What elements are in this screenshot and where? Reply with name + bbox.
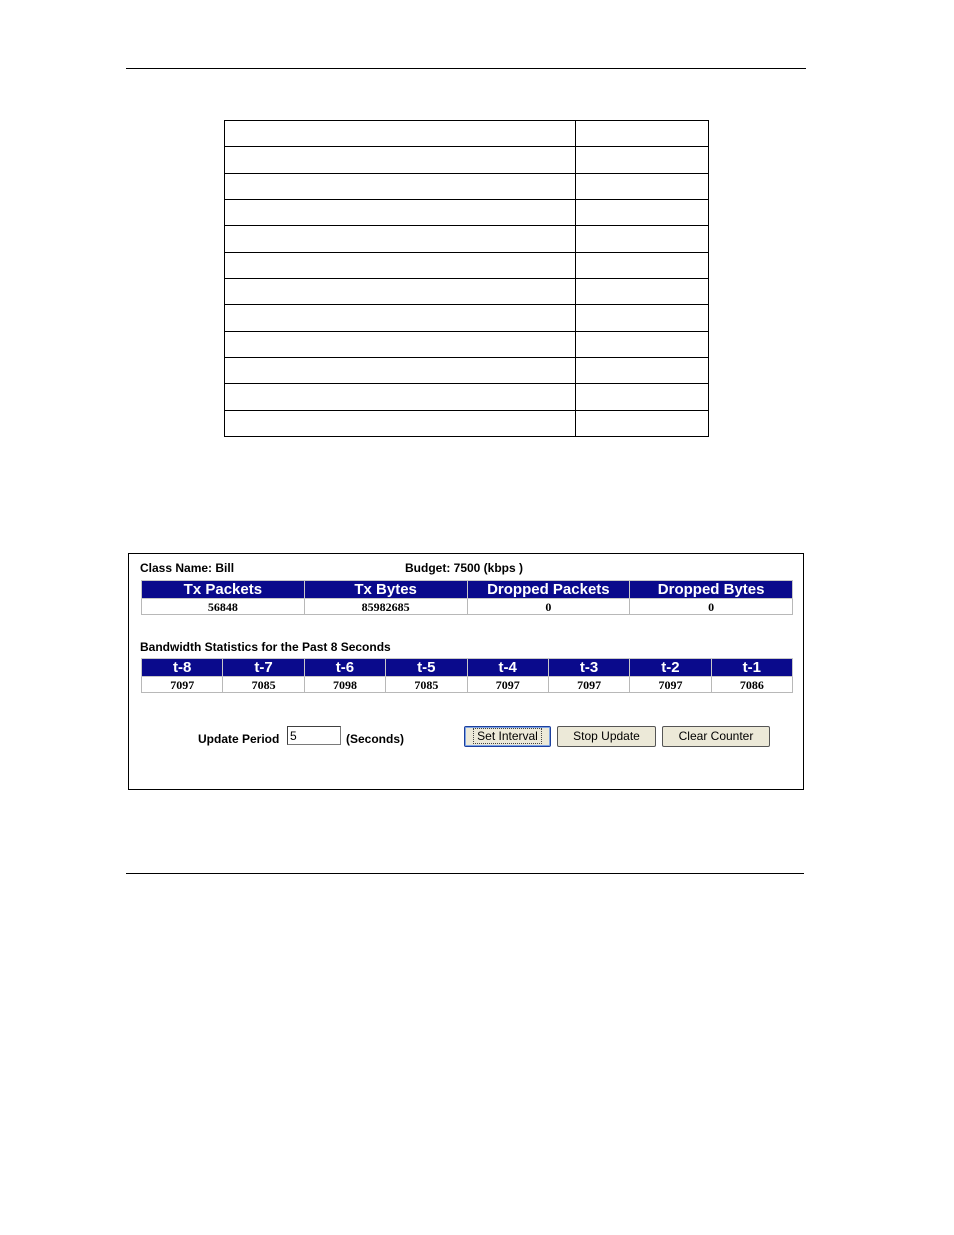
tx-bytes-value: 85982685: [304, 599, 467, 615]
table-row: [225, 357, 709, 383]
bandwidth-value-t-1: 7086: [711, 677, 792, 693]
bandwidth-value-t-2: 7097: [630, 677, 711, 693]
column-header-dropped-bytes: Dropped Bytes: [630, 581, 793, 599]
bandwidth-value-t-4: 7097: [467, 677, 548, 693]
table-row: [225, 331, 709, 357]
class-statistics-panel: [128, 553, 804, 790]
table-row: [225, 410, 709, 436]
clear-counter-button[interactable]: Clear Counter: [662, 726, 770, 747]
table-row: [225, 226, 709, 252]
table-row: [225, 278, 709, 304]
dropped-packets-value: 0: [467, 599, 630, 615]
dropped-bytes-value: 0: [630, 599, 793, 615]
seconds-unit-label: (Seconds): [346, 732, 405, 746]
column-header-t-5: t-5: [386, 659, 467, 677]
column-header-t-8: t-8: [142, 659, 223, 677]
table-header-row: [142, 581, 793, 599]
empty-reference-table: [224, 120, 709, 437]
column-header-t-3: t-3: [548, 659, 629, 677]
traffic-summary-table: [141, 580, 793, 615]
table-row: [225, 305, 709, 331]
bandwidth-value-t-8: 7097: [142, 677, 223, 693]
column-header-tx-packets: Tx Packets: [142, 581, 305, 599]
bandwidth-statistics-table: [141, 658, 793, 693]
table-row: [225, 121, 709, 147]
budget-label: Budget: 7500 (kbps ): [405, 561, 524, 575]
table-row: [225, 173, 709, 199]
class-name-label: Class Name: Bill: [140, 561, 235, 575]
update-period-label: Update Period: [198, 732, 280, 746]
column-header-t-7: t-7: [223, 659, 304, 677]
table-row: [225, 384, 709, 410]
set-interval-button-label: Set Interval: [473, 728, 542, 744]
bottom-divider: [126, 873, 804, 874]
stop-update-button[interactable]: Stop Update: [557, 726, 656, 747]
bandwidth-value-t-7: 7085: [223, 677, 304, 693]
table-row: [225, 199, 709, 225]
table-row: [225, 147, 709, 173]
table-row: [225, 252, 709, 278]
table-row: [142, 677, 793, 693]
set-interval-button[interactable]: [464, 726, 551, 747]
bandwidth-value-t-3: 7097: [548, 677, 629, 693]
column-header-tx-bytes: Tx Bytes: [304, 581, 467, 599]
table-header-row: [142, 659, 793, 677]
update-period-input[interactable]: [287, 726, 341, 745]
top-divider: [126, 68, 806, 69]
bandwidth-value-t-6: 7098: [304, 677, 385, 693]
bandwidth-value-t-5: 7085: [386, 677, 467, 693]
table-row: [142, 599, 793, 615]
column-header-t-1: t-1: [711, 659, 792, 677]
column-header-t-4: t-4: [467, 659, 548, 677]
column-header-t-6: t-6: [304, 659, 385, 677]
column-header-t-2: t-2: [630, 659, 711, 677]
column-header-dropped-packets: Dropped Packets: [467, 581, 630, 599]
bandwidth-statistics-title: Bandwidth Statistics for the Past 8 Seconds: [140, 640, 391, 654]
tx-packets-value: 56848: [142, 599, 305, 615]
